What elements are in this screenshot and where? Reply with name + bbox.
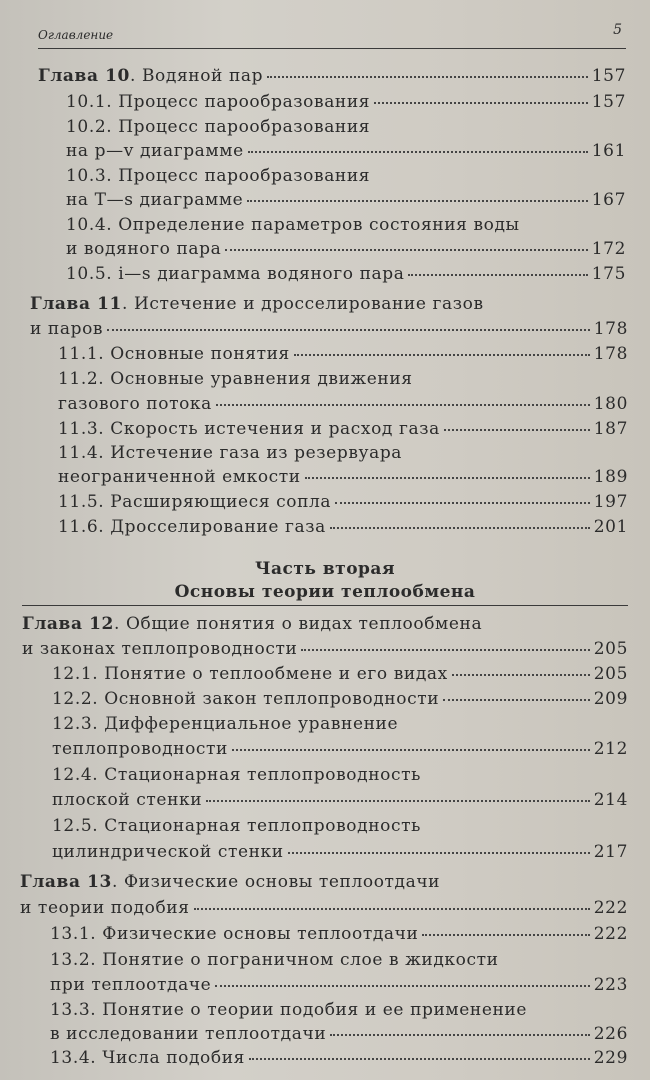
toc-chapter-12[interactable] xyxy=(22,614,628,634)
leader-dots xyxy=(215,985,589,987)
leader-dots xyxy=(232,749,590,751)
page-ref: 175 xyxy=(591,264,626,284)
page-ref: 226 xyxy=(593,1024,628,1044)
toc-section-11-4[interactable] xyxy=(58,443,628,463)
toc-section-11-3[interactable] xyxy=(58,419,628,439)
toc-chapter-11[interactable] xyxy=(30,294,628,314)
section-title: 12.2. Основной закон теплопроводности xyxy=(52,689,440,709)
toc-section-12-4[interactable] xyxy=(52,765,628,785)
chapter-title: . Водяной пар xyxy=(129,66,264,86)
toc-section-12-5[interactable] xyxy=(52,816,628,836)
toc-section-13-3[interactable] xyxy=(50,1000,628,1020)
section-title: 12.1. Понятие о теплообмене и его видах xyxy=(52,664,448,684)
section-title: на T—s диаграмме xyxy=(66,190,244,210)
toc-chapter-11-cont[interactable] xyxy=(30,319,628,339)
page-ref: 212 xyxy=(593,739,628,759)
section-title: 12.4. Стационарная теплопроводность xyxy=(52,765,421,785)
page-ref: 205 xyxy=(593,639,628,659)
section-title: 12.5. Стационарная теплопроводность xyxy=(52,816,421,836)
toc-section-13-4[interactable] xyxy=(50,1048,628,1068)
section-title: 11.3. Скорость истечения и расход газа xyxy=(58,419,440,439)
section-title: 13.4. Числа подобия xyxy=(50,1048,245,1068)
page-ref: 205 xyxy=(593,664,628,684)
page-ref: 223 xyxy=(593,975,628,995)
leader-dots xyxy=(294,354,590,356)
part-heading: Часть вторая xyxy=(254,559,396,579)
section-title: в исследовании теплоотдачи xyxy=(50,1024,327,1044)
section-title: 13.2. Понятие о пограничном слое в жидкости xyxy=(50,950,499,970)
section-title: газового потока xyxy=(58,394,212,414)
leader-dots xyxy=(422,934,589,936)
toc-section-10-3[interactable] xyxy=(66,166,626,186)
toc-section-10-4[interactable] xyxy=(66,215,626,235)
section-title: 10.4. Определение параметров состояния воды xyxy=(66,215,520,235)
page-ref: 167 xyxy=(591,190,626,210)
toc-section-13-2[interactable] xyxy=(50,950,628,970)
chapter-label: Глава 11 xyxy=(30,294,122,314)
page-ref: 209 xyxy=(593,689,628,709)
toc-section-13-3-cont[interactable] xyxy=(50,1024,628,1044)
section-title: 12.3. Дифференциальное уравнение xyxy=(52,714,399,734)
chapter-label: Глава 13 xyxy=(20,872,112,892)
section-title: плоской стенки xyxy=(52,790,203,810)
section-title: 10.2. Процесс парообразования xyxy=(66,117,371,137)
chapter-title: . Физические основы теплоотдачи xyxy=(111,872,441,892)
section-title: 13.1. Физические основы теплоотдачи xyxy=(50,924,419,944)
section-title: 11.5. Расширяющиеся сопла xyxy=(58,492,332,512)
toc-chapter-13-cont[interactable] xyxy=(20,898,628,918)
toc-section-10-1[interactable] xyxy=(66,92,626,112)
page-ref: 189 xyxy=(593,467,628,487)
section-title: и водяного пара xyxy=(66,239,222,259)
page-ref: 201 xyxy=(593,517,628,537)
section-title: 11.6. Дросселирование газа xyxy=(58,517,326,537)
leader-dots xyxy=(194,908,590,910)
divider xyxy=(22,605,628,606)
toc-section-13-1[interactable] xyxy=(50,924,628,944)
section-title: 11.4. Истечение газа из резервуара xyxy=(58,443,403,463)
page-ref: 161 xyxy=(591,141,626,161)
page-ref: 217 xyxy=(593,842,628,862)
toc-section-10-2[interactable] xyxy=(66,117,626,137)
toc-section-11-5[interactable] xyxy=(58,492,628,512)
toc-section-12-3-cont[interactable] xyxy=(52,739,628,759)
leader-dots xyxy=(408,274,587,276)
toc-chapter-10[interactable] xyxy=(38,66,626,86)
toc-section-12-4-cont[interactable] xyxy=(52,790,628,810)
section-title: при теплоотдаче xyxy=(50,975,212,995)
toc-section-11-6[interactable] xyxy=(58,517,628,537)
leader-dots xyxy=(267,76,588,78)
running-header xyxy=(38,22,626,49)
toc-section-10-2-cont[interactable] xyxy=(66,141,626,161)
leader-dots xyxy=(374,102,588,104)
section-title: 11.2. Основные уравнения движения xyxy=(58,369,413,389)
page-number: 5 xyxy=(613,22,622,38)
section-title: цилиндрической стенки xyxy=(52,842,284,862)
leader-dots xyxy=(443,699,590,701)
part-title: Основы теории теплообмена xyxy=(174,582,476,602)
leader-dots xyxy=(247,200,587,202)
toc-section-10-3-cont[interactable] xyxy=(66,190,626,210)
page-ref: 157 xyxy=(591,66,626,86)
leader-dots xyxy=(225,249,587,251)
chapter-label: Глава 10 xyxy=(38,66,130,86)
leader-dots xyxy=(330,1034,589,1036)
section-title: 13.3. Понятие о теории подобия и ее применение xyxy=(50,1000,528,1020)
chapter-title: и паров xyxy=(30,319,104,339)
header-title: Оглавление xyxy=(38,28,114,42)
toc-section-10-5[interactable] xyxy=(66,264,626,284)
toc-section-11-1[interactable] xyxy=(58,344,628,364)
toc-section-12-1[interactable] xyxy=(52,664,628,684)
toc-section-10-4-cont[interactable] xyxy=(66,239,626,259)
section-title: 10.5. i—s диаграмма водяного пара xyxy=(66,264,405,284)
section-title: 10.1. Процесс парообразования xyxy=(66,92,371,112)
toc-section-11-2[interactable] xyxy=(58,369,628,389)
leader-dots xyxy=(216,404,590,406)
section-title: 11.1. Основные понятия xyxy=(58,344,290,364)
chapter-title: и законах теплопроводности xyxy=(22,639,298,659)
leader-dots xyxy=(206,800,590,802)
chapter-label: Глава 12 xyxy=(22,614,114,634)
leader-dots xyxy=(249,1058,590,1060)
toc-chapter-13[interactable] xyxy=(20,872,628,892)
chapter-title: . Общие понятия о видах теплообмена xyxy=(113,614,483,634)
page-ref: 187 xyxy=(593,419,628,439)
toc-section-13-2-cont[interactable] xyxy=(50,975,628,995)
page-ref: 180 xyxy=(593,394,628,414)
toc-section-11-2-cont[interactable] xyxy=(58,394,628,414)
page-ref: 172 xyxy=(591,239,626,259)
toc-section-12-3[interactable] xyxy=(52,714,628,734)
leader-dots xyxy=(301,649,589,651)
leader-dots xyxy=(335,502,590,504)
page-ref: 157 xyxy=(591,92,626,112)
leader-dots xyxy=(330,527,590,529)
page-ref: 178 xyxy=(593,319,628,339)
chapter-title: . Истечение и дросселирование газов xyxy=(121,294,484,314)
page-ref: 222 xyxy=(593,898,628,918)
chapter-title: и теории подобия xyxy=(20,898,190,918)
page-ref: 229 xyxy=(593,1048,628,1068)
page-ref: 222 xyxy=(593,924,628,944)
page-ref: 214 xyxy=(593,790,628,810)
leader-dots xyxy=(248,151,588,153)
toc-section-12-5-cont[interactable] xyxy=(52,842,628,862)
page-ref: 178 xyxy=(593,344,628,364)
toc-chapter-12-cont[interactable] xyxy=(22,639,628,659)
section-title: на p—v диаграмме xyxy=(66,141,244,161)
leader-dots xyxy=(305,477,590,479)
leader-dots xyxy=(444,429,590,431)
section-title: 10.3. Процесс парообразования xyxy=(66,166,371,186)
leader-dots xyxy=(452,674,590,676)
section-title: неограниченной емкости xyxy=(58,467,301,487)
toc-section-12-2[interactable] xyxy=(52,689,628,709)
leader-dots xyxy=(288,852,590,854)
page-ref: 197 xyxy=(593,492,628,512)
section-title: теплопроводности xyxy=(52,739,228,759)
leader-dots xyxy=(107,329,590,331)
toc-section-11-4-cont[interactable] xyxy=(58,467,628,487)
